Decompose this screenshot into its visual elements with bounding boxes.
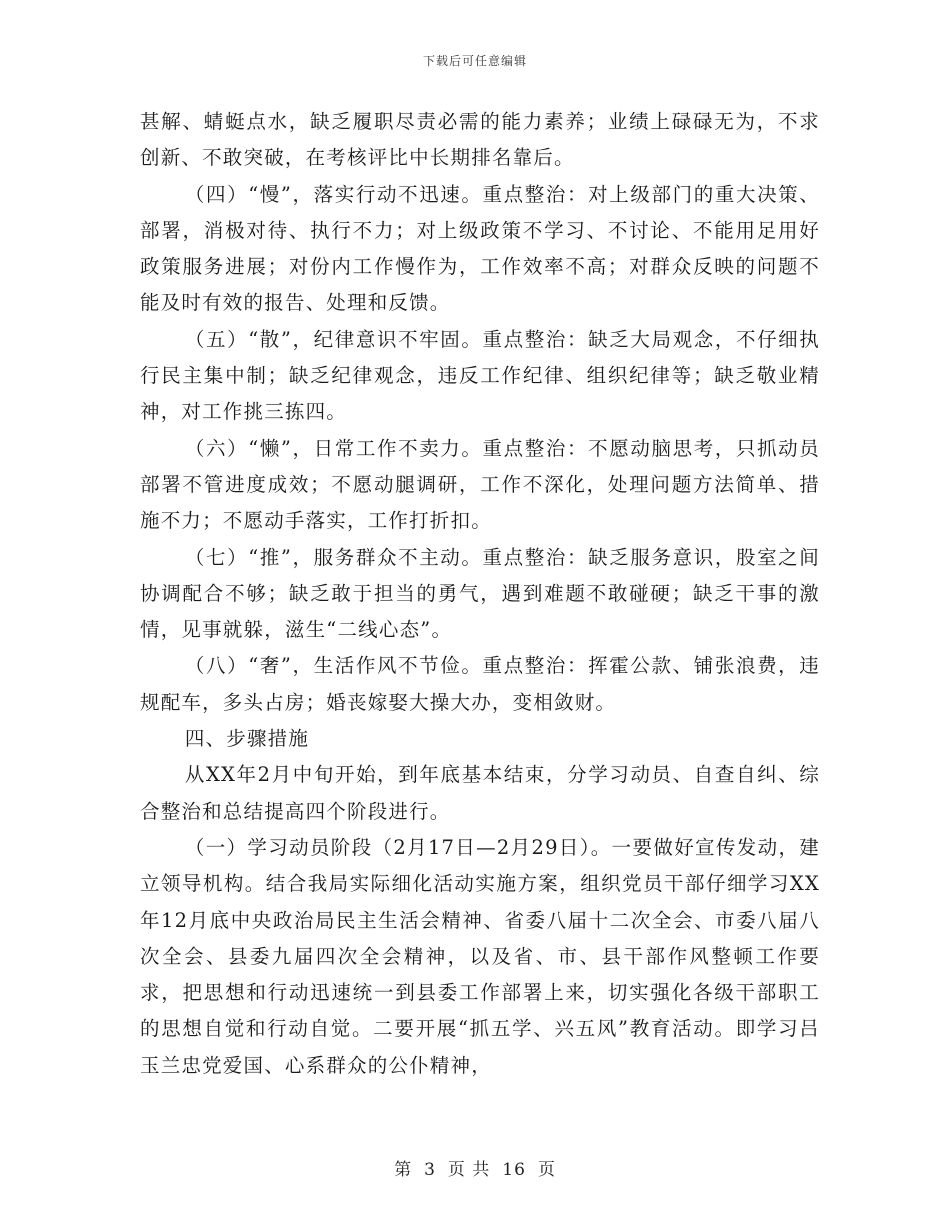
paragraph-item-7: （七）“推”，服务群众不主动。重点整治：缺乏服务意识，股室之间协调配合不够；缺乏敢于担当的勇气，遇到难题不敢碰硬；缺乏干事的激情，见事就躲，滋生“二线心态”。 [140, 545, 820, 642]
paragraph-steps-intro: 从XX年2月中旬开始，到年底基本结束，分学习动员、自查自纠、综合整治和总结提高四个阶段进行。 [140, 763, 820, 823]
page-footer [0, 1155, 950, 1180]
footer-suffix: 页 [537, 1160, 556, 1180]
document-body [140, 104, 820, 1084]
paragraph-item-5: （五）“散”，纪律意识不牢固。重点整治：缺乏大局观念，不仔细执行民主集中制；缺乏纪律观念，违反工作纪律、组织纪律等；缺乏敬业精神，对工作挑三拣四。 [140, 327, 820, 424]
footer-total-pages: 16 [502, 1160, 526, 1180]
footer-prefix: 第 [394, 1160, 413, 1180]
paragraph-continuation: 甚解、蜻蜓点水，缺乏履职尽责必需的能力素养；业绩上碌碌无为，不求创新、不敢突破，在考核评比中长期排名靠后。 [140, 110, 820, 170]
footer-current-page: 3 [424, 1160, 436, 1180]
paragraph-item-6: （六）“懒”，日常工作不卖力。重点整治：不愿动脑思考，只抓动员部署不管进度成效；不愿动腿调研，工作不深化，处理问题方法简单、措施不力；不愿动手落实，工作打折扣。 [140, 436, 820, 533]
page-header: 下载后可任意编辑 [422, 54, 527, 68]
paragraph-phase-1: （一）学习动员阶段（2月17日—2月29日）。一要做好宣传发动，建立领导机构。结合我局实际细化活动实施方案，组织党员干部仔细学习XX年12月底中央政治局民主生活会精神、省委八届十二次全会、市委八届八次全会、县委九届四次全会精神，以及省、市、县干部作风整顿工作要求，把思想和行动迅速统一到县委工作部署上来，切实强化各级干部职工的思想自觉和行动自觉。二要开展“抓五学、兴五风”教育活动。即学习吕玉兰忠党爱国、心系群众的公仆精神， [140, 835, 820, 1077]
footer-middle: 页 共 [447, 1160, 491, 1180]
paragraph-item-8: （八）“奢”，生活作风不节俭。重点整治：挥霍公款、铺张浪费，违规配车，多头占房；婚丧嫁娶大操大办，变相敛财。 [140, 654, 820, 714]
paragraph-item-4: （四）“慢”，落实行动不迅速。重点整治：对上级部门的重大决策、部署，消极对待、执行不力；对上级政策不学习、不讨论、不能用足用好政策服务进展；对份内工作慢作为，工作效率不高；对群众反映的问题不能及时有效的报告、处理和反馈。 [140, 182, 820, 315]
section-heading: 四、步骤措施 [184, 727, 310, 751]
